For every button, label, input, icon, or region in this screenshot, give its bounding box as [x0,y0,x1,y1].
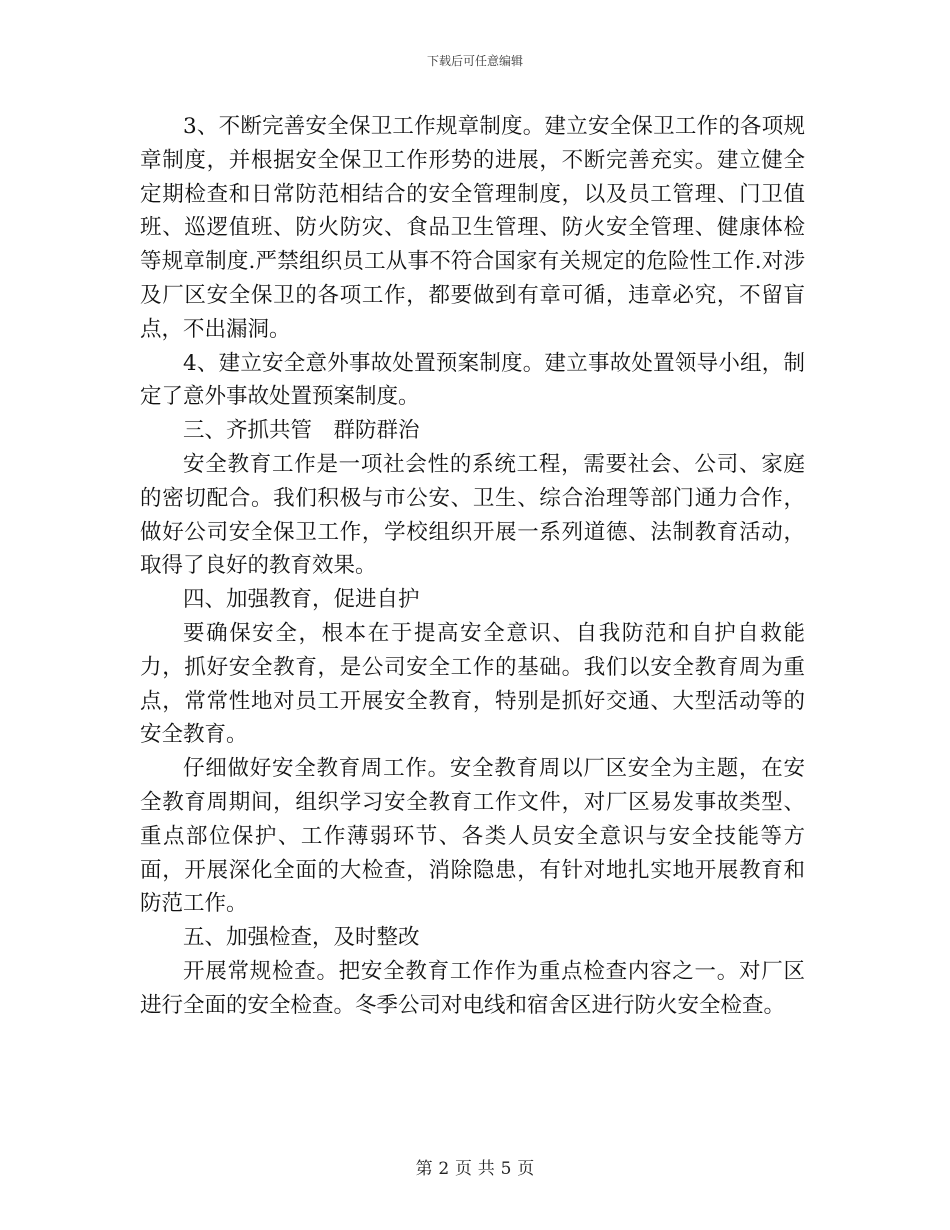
paragraph-education-week: 仔细做好安全教育周工作。安全教育周以厂区安全为主题，在安全教育周期间，组织学习安全教育工作文件，对厂区易发事故类型、重点部位保护、工作薄弱环节、各类人员安全意识与安全技能等方面，开展深化全面的大检查，消除隐患，有针对地扎实地开展教育和防范工作。 [140,756,805,917]
header-note: 下载后可任意编辑 [426,54,523,68]
paragraph-rules-system: 3、不断完善安全保卫工作规章制度。建立安全保卫工作的各项规章制度，并根据安全保卫工作形势的进展，不断完善充实。建立健全定期检查和日常防范相结合的安全管理制度，以及员工管理、门卫值班、巡逻值班、防火防灾、食品卫生管理、防火安全管理、健康体检等规章制度.严禁组织员工从事不符合国家有关规定的危险性工作.对涉及厂区安全保卫的各项工作，都要做到有章可循，违章必究，不留盲点，不出漏洞。 [140,114,805,342]
section-heading-5: 五、加强检查，及时整改 [183,925,420,951]
paragraph-accident-plan: 4、建立安全意外事故处置预案制度。建立事故处置领导小组，制定了意外事故处置预案制度。 [140,350,805,410]
paragraph-cooperation: 安全教育工作是一项社会性的系统工程，需要社会、公司、家庭的密切配合。我们积极与市公安、卫生、综合治理等部门通力合作，做好公司安全保卫工作，学校组织开展一系列道德、法制教育活动，取得了良好的教育效果。 [140,451,805,579]
page-number: 第 2 页 共 5 页 [415,1159,535,1179]
section-heading-4: 四、加强教育，促进自护 [183,587,420,613]
paragraph-routine-inspection: 开展常规检查。把安全教育工作作为重点检查内容之一。对厂区进行全面的安全检查。冬季公司对电线和宿舍区进行防火安全检查。 [140,958,805,1018]
document-body [140,110,805,1023]
paragraph-safety-education: 要确保安全，根本在于提高安全意识、自我防范和自护自救能力，抓好安全教育，是公司安全工作的基础。我们以安全教育周为重点，常常性地对员工开展安全教育，特别是抓好交通、大型活动等的安全教育。 [140,620,805,748]
section-heading-3: 三、齐抓共管 群防群治 [183,418,420,444]
